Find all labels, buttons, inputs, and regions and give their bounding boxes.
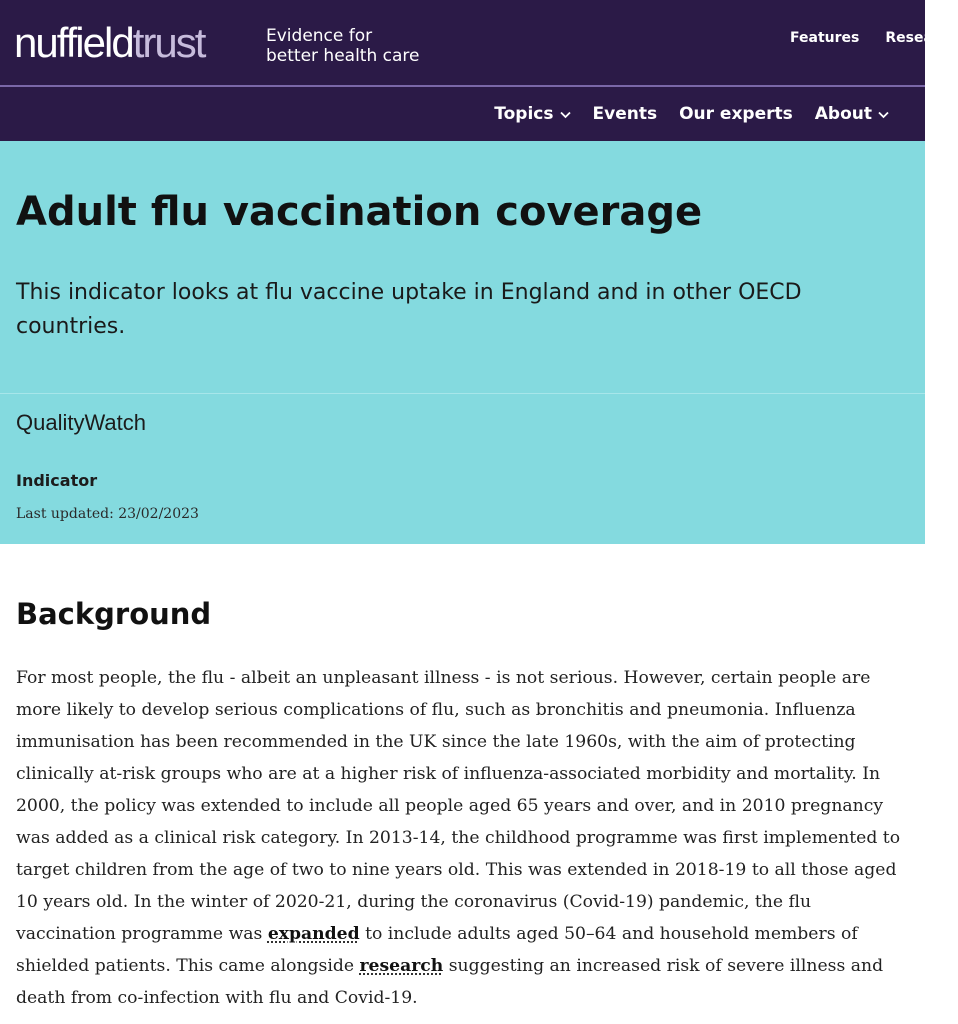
site-tagline xyxy=(266,26,420,66)
nav-item-our-experts[interactable] xyxy=(679,104,793,124)
tagline-line-1: Evidence for xyxy=(266,26,373,46)
tagline-line-2: better health care xyxy=(266,46,420,66)
nuffield-trust-logo[interactable] xyxy=(14,18,204,68)
programme-label[interactable]: QualityWatch xyxy=(16,410,147,435)
nav-item-label: Topics xyxy=(494,104,554,124)
paragraph-text: suggesting an increased risk of severe illness and death from co-infection with flu and Covid-19. xyxy=(16,956,884,1008)
paragraph-text: to include adults aged 50–64 and household members of shielded patients. This came alongside xyxy=(16,924,858,976)
page-title: Adult flu vaccination coverage xyxy=(16,189,703,235)
indicator-meta xyxy=(0,394,925,544)
research-link[interactable]: research xyxy=(359,956,444,976)
background-paragraph xyxy=(16,662,911,1014)
hero-banner xyxy=(0,141,925,394)
nav-item-label: Events xyxy=(592,104,658,124)
main-nav xyxy=(0,87,925,141)
nav-item-events[interactable] xyxy=(593,104,658,124)
chevron-down-icon xyxy=(560,108,571,122)
paragraph-text: For most people, the flu - albeit an unpleasant illness - is not serious. However, certain people are more likely to develop serious complications of flu, such as bronchitis and pneumonia. Influenza immunisation has been recommended in the UK since the late 1960s, with the aim of protecting clinically at-risk groups who are at a higher risk of influenza-associated morbidity and mortality. In 2000, the policy was extended to include all people aged 65 years and over, and in 2010 pregnancy was added as a clinical risk category. In 2013-14, the childhood programme was first implemented to target children from the age of two to nine years old. This was extended in 2018-19 to all those aged 10 years old. In the winter of 2020-21, during the coronavirus (Covid-19) pandemic, the flu vaccination programme was xyxy=(16,668,901,944)
nav-item-label: About xyxy=(814,104,872,124)
last-updated: Last updated: 23/02/2023 xyxy=(16,506,199,522)
site-header xyxy=(0,0,958,85)
nav-item-about[interactable] xyxy=(815,104,889,124)
logo-part-trust: trust xyxy=(132,19,205,66)
expanded-link[interactable]: expanded xyxy=(267,924,360,944)
top-utility-nav xyxy=(790,30,958,46)
nav-item-topics[interactable] xyxy=(494,104,570,124)
top-link-features[interactable]: Features xyxy=(790,30,860,46)
logo-part-nuffield: nuffield xyxy=(14,19,133,66)
top-link-research[interactable]: Research xyxy=(885,30,958,46)
nav-item-label: Our experts xyxy=(679,104,793,124)
content-type-label: Indicator xyxy=(16,471,98,490)
chevron-down-icon xyxy=(878,108,889,122)
section-heading: Background xyxy=(16,597,212,631)
page-intro: This indicator looks at flu vaccine uptake in England and in other OECD countries. xyxy=(16,280,802,339)
